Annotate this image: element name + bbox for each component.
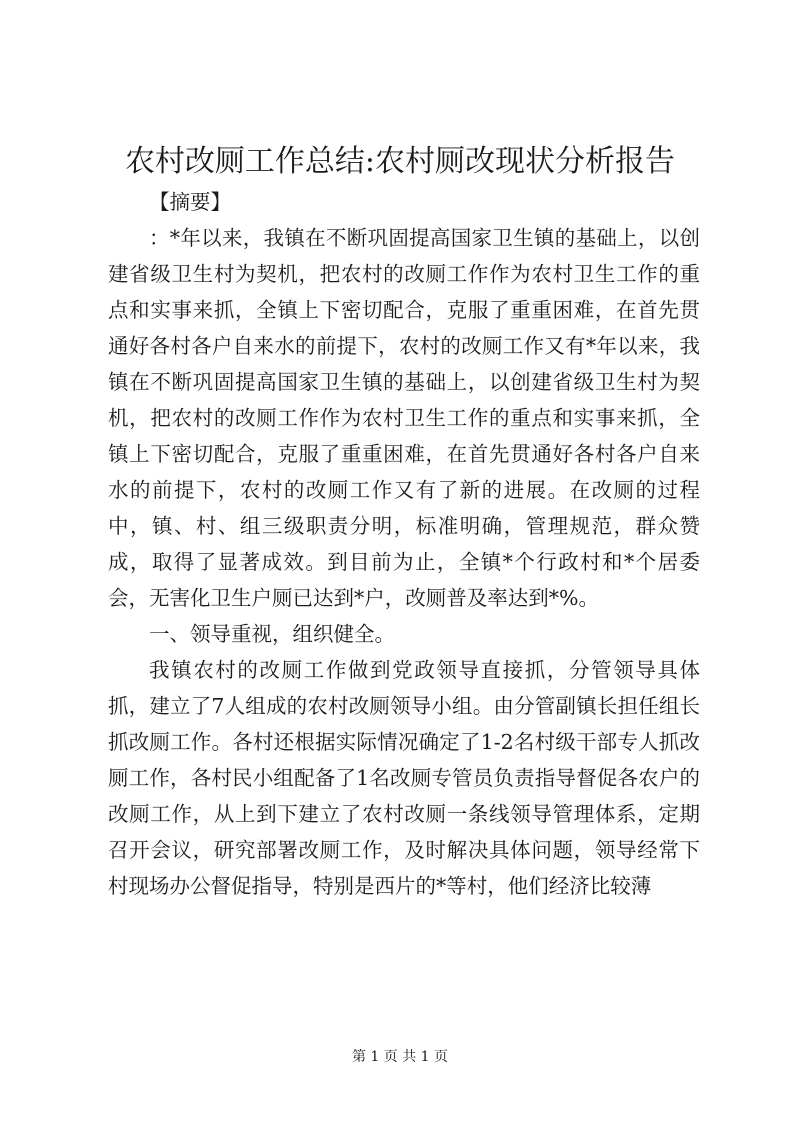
paragraph-abstract: ：*年以来，我镇在不断巩固提高国家卫生镇的基础上，以创建省级卫生村为契机，把农村的改厕工作作为农村卫生工作的重点和实事来抓，全镇上下密切配合，克服了重重困难，在首先贯通好各村各户自来水的前提下，农村的改厕工作又有*年以来，我镇在不断巩固提高国家卫生镇的基础上，以创建省级卫生村为契机，把农村的改厕工作作为农村卫生工作的重点和实事来抓，全镇上下密切配合，克服了重重困难，在首先贯通好各村各户自来水的前提下，农村的改厕工作又有了新的进展。在改厕的过程中，镇、村、组三级职责分明，标准明确，管理规范，群众赞成，取得了显著成效。到目前为止，全镇*个行政村和*个居委会，无害化卫生户厕已达到*户，改厕普及率达到*%。 xyxy=(108,226,700,610)
page-footer: 第 1 页 共 1 页 xyxy=(351,1049,449,1065)
abstract-heading: 【摘要】 xyxy=(149,190,231,214)
document-body xyxy=(108,184,700,904)
section-heading-1: 一、领导重视，组织健全。 xyxy=(149,622,395,646)
paragraph-section-1: 我镇农村的改厕工作做到党政领导直接抓，分管领导具体抓，建立了7人组成的农村改厕领导小组。由分管副镇长担任组长抓改厕工作。各村还根据实际情况确定了1-2名村级干部专人抓改厕工作，各村民小组配备了1名改厕专管员负责指导督促各农户的改厕工作，从上到下建立了农村改厕一条线领导管理体系，定期召开会议，研究部署改厕工作，及时解决具体问题，领导经常下村现场办公督促指导，特别是西片的*等村，他们经济比较薄 xyxy=(108,658,700,898)
document-title: 农村改厕工作总结:农村厕改现状分析报告 xyxy=(124,144,676,179)
